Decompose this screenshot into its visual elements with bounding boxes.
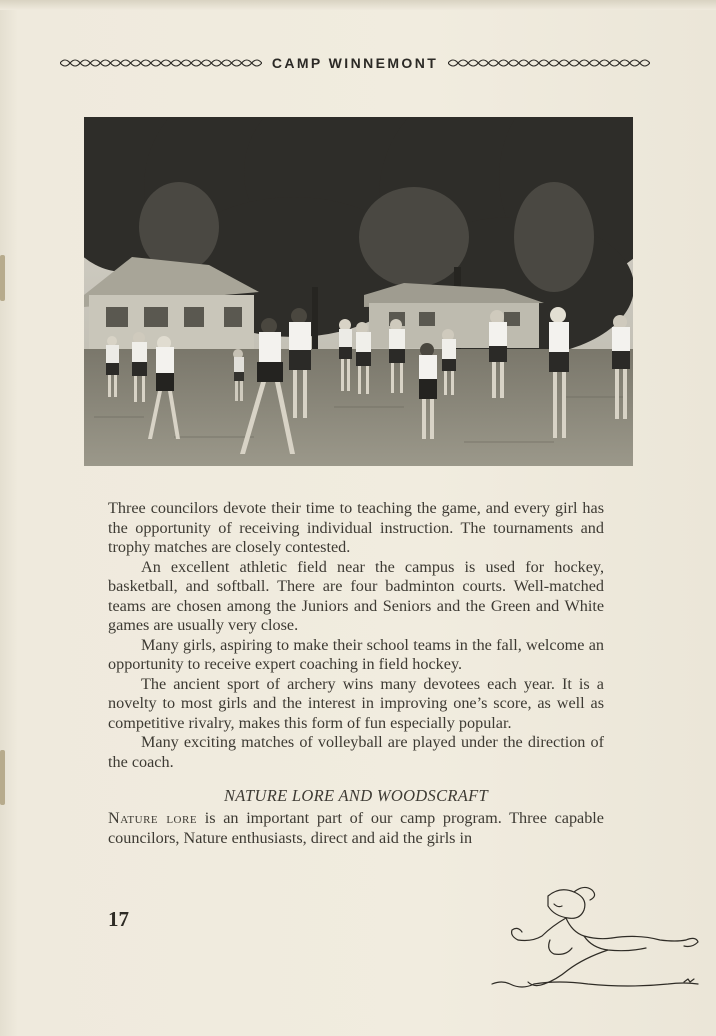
lead-rest: is an important part of our camp program. Three capable councilors, Nature enthusiasts, direct and aid the girls in <box>108 809 604 847</box>
paragraph: The ancient sport of archery wins many devotees each year. It is a novelty to most girls and the interest in improving one’s score, as well as competitive rivalry, makes this form of fun especially popular. <box>108 674 604 732</box>
field-game-photo <box>84 117 633 466</box>
page-top-edge <box>0 0 716 10</box>
running-head <box>60 53 650 73</box>
paragraph: Three councilors devote their time to teaching the game, and every girl has the opportunity of receiving individual instruction. The tournaments and trophy matches are closely contested. <box>108 499 604 556</box>
body-text <box>108 499 604 772</box>
paragraph: Many girls, aspiring to make their school teams in the fall, welcome an opportunity to receive expert coaching in field hockey. <box>108 635 604 673</box>
paragraph <box>108 808 604 848</box>
paragraph: An excellent athletic field near the campus is used for hockey, basketball, and softball. There are four badminton courts. Well-matched teams are chosen among the Juniors and Seniors and the Green and White games are usually very close. <box>108 557 604 634</box>
running-figure-sketch <box>488 884 704 1002</box>
binding-mark <box>0 750 5 805</box>
binding-mark <box>0 255 5 301</box>
left-chain-ornament <box>60 57 262 69</box>
page-number: 17 <box>108 907 129 931</box>
section-body <box>108 808 604 848</box>
running-head-title: CAMP WINNEMONT <box>271 55 439 71</box>
right-chain-ornament <box>448 57 650 69</box>
section-heading: NATURE LORE AND WOODSCRAFT <box>223 786 488 805</box>
paragraph: Many exciting matches of volleyball are played under the direction of the coach. <box>108 733 604 771</box>
lead-smallcaps: Nature lore <box>108 809 198 827</box>
